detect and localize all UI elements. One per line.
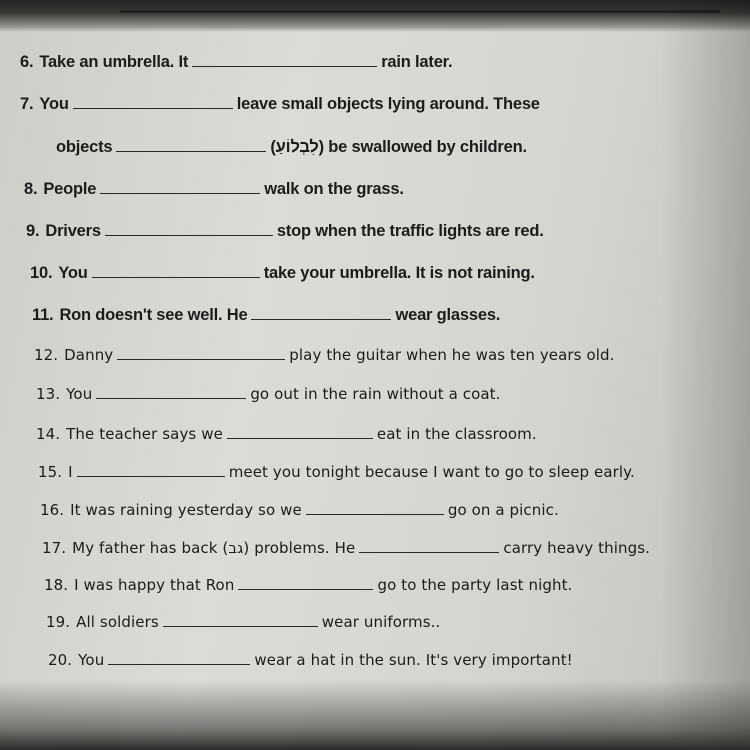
line-number: 7. xyxy=(20,95,34,113)
sentence-start: The teacher says we xyxy=(66,425,223,443)
sentence-start: I was happy that Ron xyxy=(74,576,235,594)
exercise-line-20 xyxy=(48,650,573,670)
sentence-end: take your umbrella. It is not raining. xyxy=(263,264,535,282)
sentence-start: You xyxy=(58,264,88,282)
answer-blank[interactable] xyxy=(251,305,391,320)
line-number: 15. xyxy=(38,463,63,481)
line-number: 19. xyxy=(46,613,71,631)
sentence-end: walk on the grass. xyxy=(264,180,404,198)
exercise-line-8 xyxy=(24,179,404,199)
sentence-start: My father has back (גב) problems. He xyxy=(72,539,356,557)
sentence-end: play the guitar when he was ten years old. xyxy=(289,346,615,364)
sentence-start: Drivers xyxy=(45,222,101,240)
line-number: 10. xyxy=(30,264,53,282)
exercise-line-14 xyxy=(36,424,537,444)
exercise-line-7-continued xyxy=(56,137,527,157)
sentence-start: You xyxy=(66,385,93,403)
sentence-end: (לִבְלוֹעַ) be swallowed by children. xyxy=(270,138,527,156)
sentence-end: carry heavy things. xyxy=(503,539,651,557)
sentence-end: eat in the classroom. xyxy=(376,425,537,443)
exercise-line-12 xyxy=(34,345,615,365)
line-number: 12. xyxy=(34,346,59,364)
sentence-end: meet you tonight because I want to go to sleep early. xyxy=(228,463,635,481)
sentence-start: I xyxy=(68,463,73,481)
sentence-start: You xyxy=(39,95,69,113)
line-number: 20. xyxy=(48,651,73,669)
page-fold xyxy=(120,10,720,13)
answer-blank[interactable] xyxy=(77,462,225,477)
answer-blank[interactable] xyxy=(359,538,499,553)
line-number: 9. xyxy=(26,222,40,240)
exercise-line-17 xyxy=(42,538,650,558)
sentence-end: wear a hat in the sun. It's very important! xyxy=(254,651,573,669)
line-number: 14. xyxy=(36,425,61,443)
line-number: 17. xyxy=(42,539,67,557)
page-top-edge xyxy=(0,0,750,32)
line-number: 16. xyxy=(40,501,65,519)
answer-blank[interactable] xyxy=(192,52,377,67)
sentence-end: wear uniforms.. xyxy=(321,613,441,631)
answer-blank[interactable] xyxy=(92,263,260,278)
sentence-end: go to the party last night. xyxy=(377,576,573,594)
sentence-start: People xyxy=(43,180,97,198)
sentence-end: leave small objects lying around. These xyxy=(236,95,540,113)
exercise-line-19 xyxy=(46,612,440,632)
answer-blank[interactable] xyxy=(163,612,318,627)
answer-blank[interactable] xyxy=(73,94,233,109)
sentence-end: rain later. xyxy=(381,53,453,71)
answer-blank[interactable] xyxy=(96,384,246,399)
lighting-shadow xyxy=(660,0,750,750)
sentence-end: wear glasses. xyxy=(395,306,501,324)
sentence-start: objects xyxy=(56,138,113,156)
answer-blank[interactable] xyxy=(238,575,373,590)
answer-blank[interactable] xyxy=(108,650,250,665)
answer-blank[interactable] xyxy=(306,500,444,515)
sentence-start: You xyxy=(78,651,105,669)
line-number: 18. xyxy=(44,576,69,594)
sentence-start: It was raining yesterday so we xyxy=(70,501,302,519)
sentence-start: Ron doesn't see well. He xyxy=(59,306,248,324)
exercise-line-18 xyxy=(44,575,572,595)
line-number: 11. xyxy=(32,306,54,324)
exercise-line-7 xyxy=(20,94,540,114)
exercise-line-10 xyxy=(30,263,535,283)
exercise-line-6 xyxy=(20,52,452,72)
sentence-start: Take an umbrella. It xyxy=(39,53,189,71)
sentence-end: stop when the traffic lights are red. xyxy=(276,222,544,240)
answer-blank[interactable] xyxy=(100,179,260,194)
exercise-line-15 xyxy=(38,462,635,482)
answer-blank[interactable] xyxy=(117,345,285,360)
sentence-end: go on a picnic. xyxy=(447,501,559,519)
answer-blank[interactable] xyxy=(227,424,373,439)
exercise-line-11 xyxy=(32,305,500,325)
exercise-line-13 xyxy=(36,384,501,404)
answer-blank[interactable] xyxy=(105,221,273,236)
exercise-line-9 xyxy=(26,221,544,241)
sentence-end: go out in the rain without a coat. xyxy=(250,385,501,403)
sentence-start: All soldiers xyxy=(76,613,159,631)
line-number: 13. xyxy=(36,385,61,403)
line-number: 6. xyxy=(20,53,34,71)
page-bottom-shadow xyxy=(0,680,750,750)
sentence-start: Danny xyxy=(64,346,114,364)
answer-blank[interactable] xyxy=(116,137,266,152)
line-number: 8. xyxy=(24,180,38,198)
exercise-line-16 xyxy=(40,500,559,520)
